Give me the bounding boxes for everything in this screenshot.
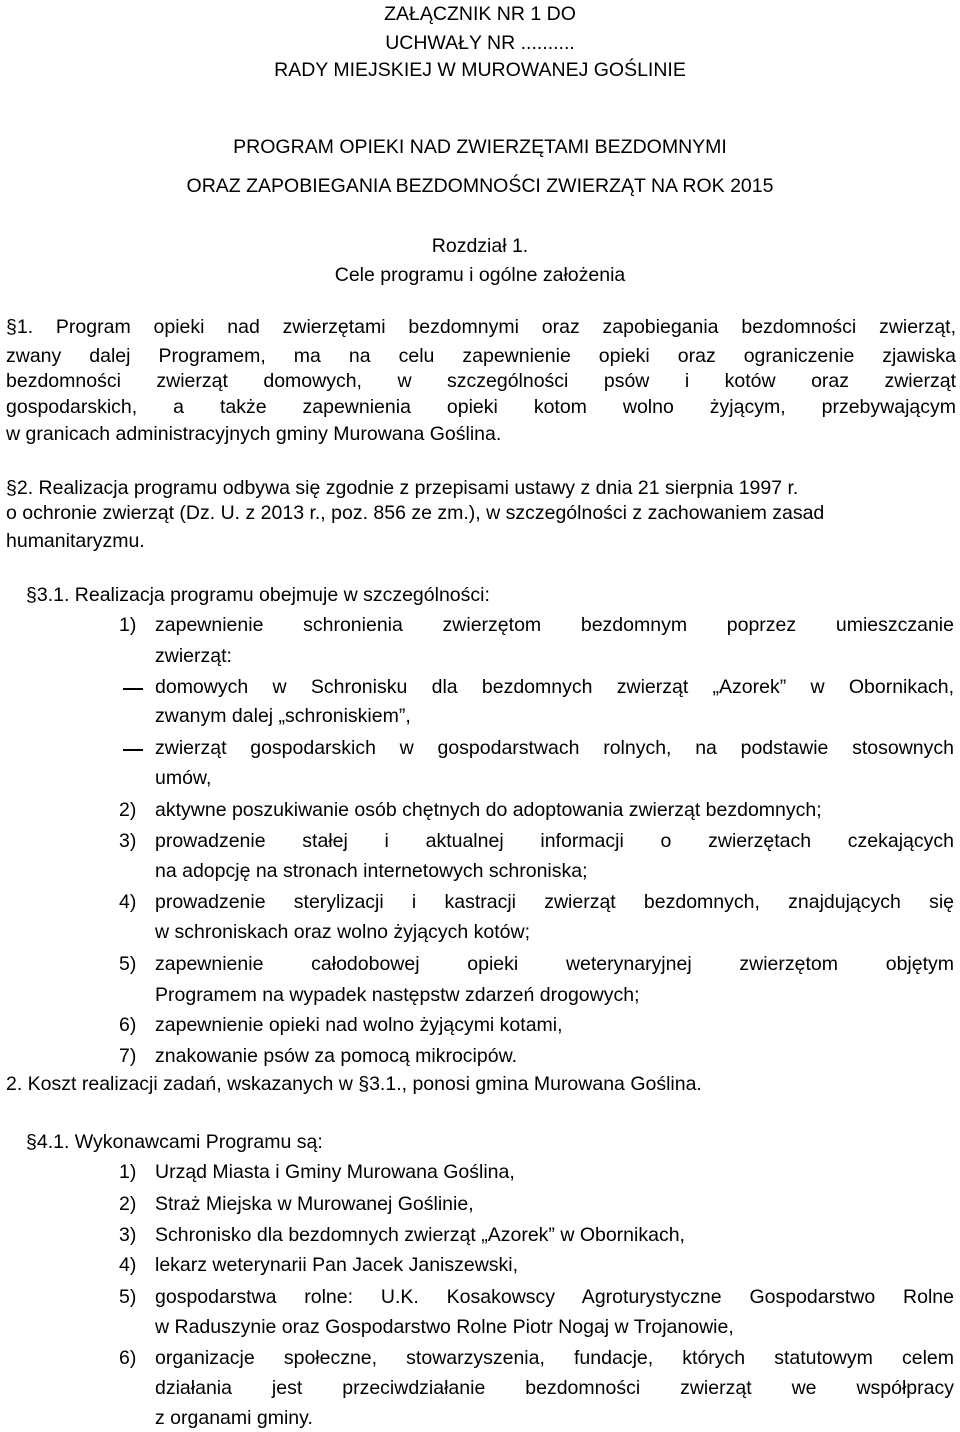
- para3-item-1-line-2: zwierząt:: [155, 645, 232, 667]
- para4-item-4-number: 4): [119, 1254, 137, 1276]
- para1-line-1: §1. Program opieki nad zwierzętami bezdomnymi oraz zapobiegania bezdomności zwierząt,: [6, 316, 956, 338]
- para4-item-5-line-1: gospodarstwa rolne: U.K. Kosakowscy Agroturystyczne Gospodarstwo Rolne: [155, 1286, 954, 1308]
- para1-line-5: w granicach administracyjnych gminy Murowana Goślina.: [6, 423, 502, 445]
- para4-item-2-number: 2): [119, 1193, 137, 1215]
- para4-item-6-line-1: organizacje społeczne, stowarzyszenia, fundacje, których statutowym celem: [155, 1347, 954, 1369]
- para3-item-7-line-1: znakowanie psów za pomocą mikrocipów.: [155, 1045, 518, 1067]
- para4-item-5-number: 5): [119, 1286, 137, 1308]
- para3-item-6-line-1: zapewnienie opieki nad wolno żyjącymi kotami,: [155, 1014, 563, 1036]
- header-line-1: ZAŁĄCZNIK NR 1 DO: [384, 3, 576, 25]
- para3-subitem-2-line-2: umów,: [155, 767, 212, 789]
- header-line-3: RADY MIEJSKIEJ W MUROWANEJ GOŚLINIE: [274, 59, 686, 81]
- para3-item-1-line-1: zapewnienie schronienia zwierzętom bezdomnym poprzez umieszczanie: [155, 614, 954, 636]
- title-line-1: PROGRAM OPIEKI NAD ZWIERZĘTAMI BEZDOMNYMI: [233, 136, 727, 158]
- para4-item-5-line-2: w Raduszynie oraz Gospodarstwo Rolne Piotr Nogaj w Trojanowie,: [155, 1316, 734, 1338]
- dash-bullet: [123, 688, 143, 690]
- para3-subitem-2-line-1: zwierząt gospodarskich w gospodarstwach rolnych, na podstawie stosownych: [155, 737, 954, 759]
- para2-line-2: o ochronie zwierząt (Dz. U. z 2013 r., poz. 856 ze zm.), w szczególności z zachowaniem zasad: [6, 502, 825, 524]
- para4-item-3-line-1: Schronisko dla bezdomnych zwierząt „Azorek” w Obornikach,: [155, 1224, 685, 1246]
- para3-item-5-line-2: Programem na wypadek następstw zdarzeń drogowych;: [155, 984, 640, 1006]
- para1-line-2: zwany dalej Programem, ma na celu zapewnienie opieki oraz ograniczenie zjawiska: [6, 345, 956, 367]
- header-line-2: UCHWAŁY NR ..........: [385, 32, 575, 54]
- para3-item-5-line-1: zapewnienie całodobowej opieki weterynaryjnej zwierzętom objętym: [155, 953, 954, 975]
- para3-item-4-line-2: w schroniskach oraz wolno żyjących kotów;: [155, 921, 530, 943]
- para2-line-3: humanitaryzmu.: [6, 530, 145, 552]
- para3-item-2-number: 2): [119, 799, 137, 821]
- para1-line-4: gospodarskich, a także zapewnienia opieki kotom wolno żyjącym, przebywającym: [6, 396, 956, 418]
- chapter-number: Rozdział 1.: [431, 235, 529, 257]
- para4-item-3-number: 3): [119, 1224, 137, 1246]
- para4-intro: §4.1. Wykonawcami Programu są:: [26, 1131, 323, 1153]
- para3-item-1-number: 1): [119, 614, 137, 636]
- para3-intro: §3.1. Realizacja programu obejmuje w szczególności:: [26, 584, 490, 606]
- para2-line-1: §2. Realizacja programu odbywa się zgodnie z przepisami ustawy z dnia 21 sierpnia 1997 r.: [6, 477, 799, 499]
- para4-item-6-line-2: działania jest przeciwdziałanie bezdomności zwierząt we współpracy: [155, 1377, 954, 1399]
- para3-item-3-number: 3): [119, 830, 137, 852]
- para3-subitem-1-line-2: zwanym dalej „schroniskiem”,: [155, 705, 411, 727]
- para4-item-1-number: 1): [119, 1161, 137, 1183]
- dash-bullet: [123, 749, 143, 751]
- para3-item-4-line-1: prowadzenie sterylizacji i kastracji zwierząt bezdomnych, znajdujących się: [155, 891, 954, 913]
- para3-item-6-number: 6): [119, 1014, 137, 1036]
- chapter-name: Cele programu i ogólne założenia: [334, 264, 626, 286]
- para3-item-3-line-2: na adopcję na stronach internetowych schroniska;: [155, 860, 588, 882]
- para3-subitem-1-line-1: domowych w Schronisku dla bezdomnych zwierząt „Azorek” w Obornikach,: [155, 676, 954, 698]
- para4-item-4-line-1: lekarz weterynarii Pan Jacek Janiszewski,: [155, 1254, 519, 1276]
- para3-item-2-line-1: aktywne poszukiwanie osób chętnych do adoptowania zwierząt bezdomnych;: [155, 799, 822, 821]
- para4-item-6-number: 6): [119, 1347, 137, 1369]
- para4-item-1-line-1: Urząd Miasta i Gminy Murowana Goślina,: [155, 1161, 515, 1183]
- para3-item-4-number: 4): [119, 891, 137, 913]
- para4-item-6-line-3: z organami gminy.: [155, 1407, 313, 1429]
- para3-item-5-number: 5): [119, 953, 137, 975]
- para1-line-3: bezdomności zwierząt domowych, w szczególności psów i kotów oraz zwierząt: [6, 370, 956, 392]
- title-line-2: ORAZ ZAPOBIEGANIA BEZDOMNOŚCI ZWIERZĄT NA ROK 2015: [186, 175, 774, 197]
- para3-item-7-number: 7): [119, 1045, 137, 1067]
- para3-point-2: 2. Koszt realizacji zadań, wskazanych w §3.1., ponosi gmina Murowana Goślina.: [6, 1073, 702, 1095]
- para3-item-3-line-1: prowadzenie stałej i aktualnej informacji o zwierzętach czekających: [155, 830, 954, 852]
- para4-item-2-line-1: Straż Miejska w Murowanej Goślinie,: [155, 1193, 474, 1215]
